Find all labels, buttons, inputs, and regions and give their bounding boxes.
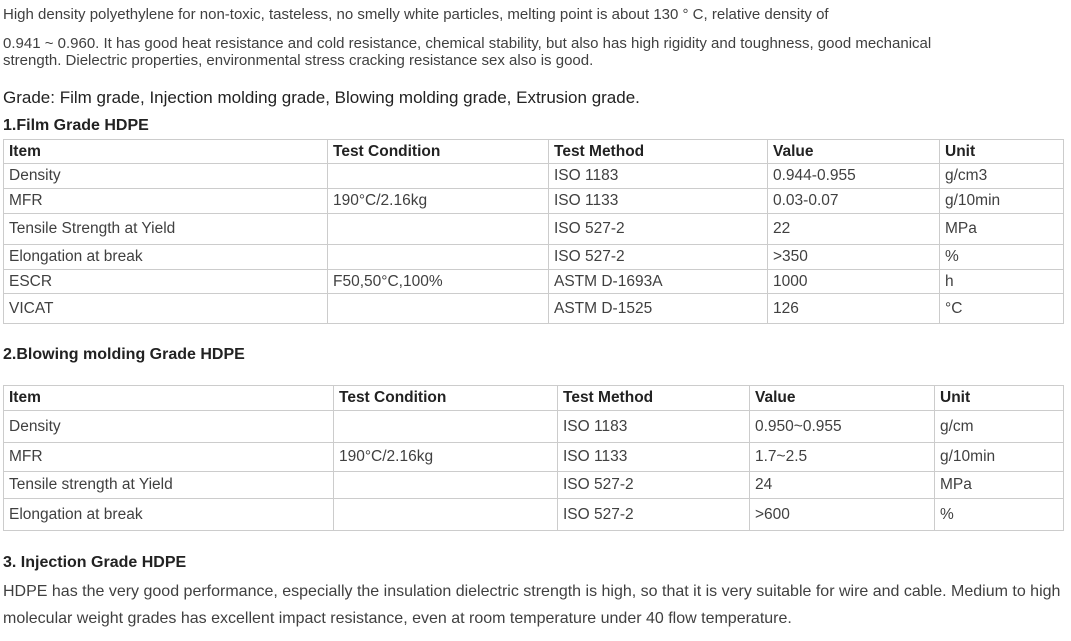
blowing-grade-heading: 2.Blowing molding Grade HDPE (3, 346, 245, 363)
intro-paragraph-1: High density polyethylene for non-toxic, tasteless, no smelly white particles, melting point is about 130 ° C, relative density of (3, 6, 829, 23)
table-cell: VICAT (4, 294, 328, 324)
injection-grade-paragraph: HDPE has the very good performance, especially the insulation dielectric strength is high, so that it is very suitable for wire and cable. Medium to high molecular weight grades has excellent impact resistance, even at room temperature under 40 flow temperature. (3, 583, 1061, 627)
table-cell: g/cm3 (940, 164, 1064, 189)
table-cell: 0.944-0.955 (768, 164, 940, 189)
table-cell: ISO 1133 (558, 443, 750, 472)
injection-grade-heading: 3. Injection Grade HDPE (3, 554, 187, 571)
table-row (4, 189, 1064, 214)
table-cell: Elongation at break (4, 245, 328, 270)
table-row (4, 270, 1064, 294)
table-row (4, 443, 1064, 472)
table-cell: 24 (750, 472, 935, 499)
table-cell: g/10min (940, 189, 1064, 214)
table-row (4, 164, 1064, 189)
table-cell: 1.7~2.5 (750, 443, 935, 472)
table-cell: °C (940, 294, 1064, 324)
column-header: Test Condition (328, 140, 549, 164)
table-cell: 0.03-0.07 (768, 189, 940, 214)
table-cell: ASTM D-1525 (549, 294, 768, 324)
table-row (4, 472, 1064, 499)
table-cell: MPa (940, 214, 1064, 245)
table-cell: 22 (768, 214, 940, 245)
intro-paragraph-2: 0.941 ~ 0.960. It has good heat resistance and cold resistance, chemical stability, but also has high rigidity and toughness, good mechanical strength. Dielectric properties, environmental stress cracking resistance sex also is good. (3, 35, 932, 69)
table-cell: 1000 (768, 270, 940, 294)
table-cell (328, 294, 549, 324)
table-cell (334, 499, 558, 531)
blowing-grade-table (3, 385, 1064, 531)
table-cell: ISO 1183 (558, 411, 750, 443)
column-header: Item (4, 386, 334, 411)
table-cell: g/cm (935, 411, 1064, 443)
table-cell: % (940, 245, 1064, 270)
table-row (4, 245, 1064, 270)
table-cell: ISO 1183 (549, 164, 768, 189)
table-row (4, 499, 1064, 531)
table-cell: g/10min (935, 443, 1064, 472)
column-header: Unit (940, 140, 1064, 164)
table-row (4, 411, 1064, 443)
column-header: Unit (935, 386, 1064, 411)
table-cell: ISO 527-2 (558, 499, 750, 531)
column-header: Test Method (558, 386, 750, 411)
table-cell: ISO 527-2 (558, 472, 750, 499)
table-cell (334, 411, 558, 443)
film-grade-heading: 1.Film Grade HDPE (3, 117, 149, 134)
table-cell: Tensile Strength at Yield (4, 214, 328, 245)
table-cell: h (940, 270, 1064, 294)
grades-line: Grade: Film grade, Injection molding grade, Blowing molding grade, Extrusion grade. (3, 88, 640, 107)
table-cell: MFR (4, 189, 328, 214)
table-cell (328, 214, 549, 245)
column-header: Value (768, 140, 940, 164)
table-cell: Density (4, 411, 334, 443)
table-cell: ASTM D-1693A (549, 270, 768, 294)
table-row (4, 294, 1064, 324)
table-cell: 190°C/2.16kg (334, 443, 558, 472)
table-row (4, 214, 1064, 245)
column-header: Value (750, 386, 935, 411)
film-grade-table (3, 139, 1064, 324)
table-cell: >350 (768, 245, 940, 270)
table-cell (334, 472, 558, 499)
table-cell: MFR (4, 443, 334, 472)
table-cell: % (935, 499, 1064, 531)
column-header: Item (4, 140, 328, 164)
table-cell: Tensile strength at Yield (4, 472, 334, 499)
table-cell: ISO 527-2 (549, 245, 768, 270)
table-cell: ISO 1133 (549, 189, 768, 214)
table-cell: MPa (935, 472, 1064, 499)
table-cell: Density (4, 164, 328, 189)
table-cell: 0.950~0.955 (750, 411, 935, 443)
table-cell: Elongation at break (4, 499, 334, 531)
table-cell: ESCR (4, 270, 328, 294)
table-cell: ISO 527-2 (549, 214, 768, 245)
table-cell (328, 164, 549, 189)
table-header-row (4, 140, 1064, 164)
table-header-row (4, 386, 1064, 411)
table-cell: 126 (768, 294, 940, 324)
column-header: Test Condition (334, 386, 558, 411)
table-cell: 190°C/2.16kg (328, 189, 549, 214)
column-header: Test Method (549, 140, 768, 164)
table-cell (328, 245, 549, 270)
table-cell: >600 (750, 499, 935, 531)
table-cell: F50,50°C,100% (328, 270, 549, 294)
